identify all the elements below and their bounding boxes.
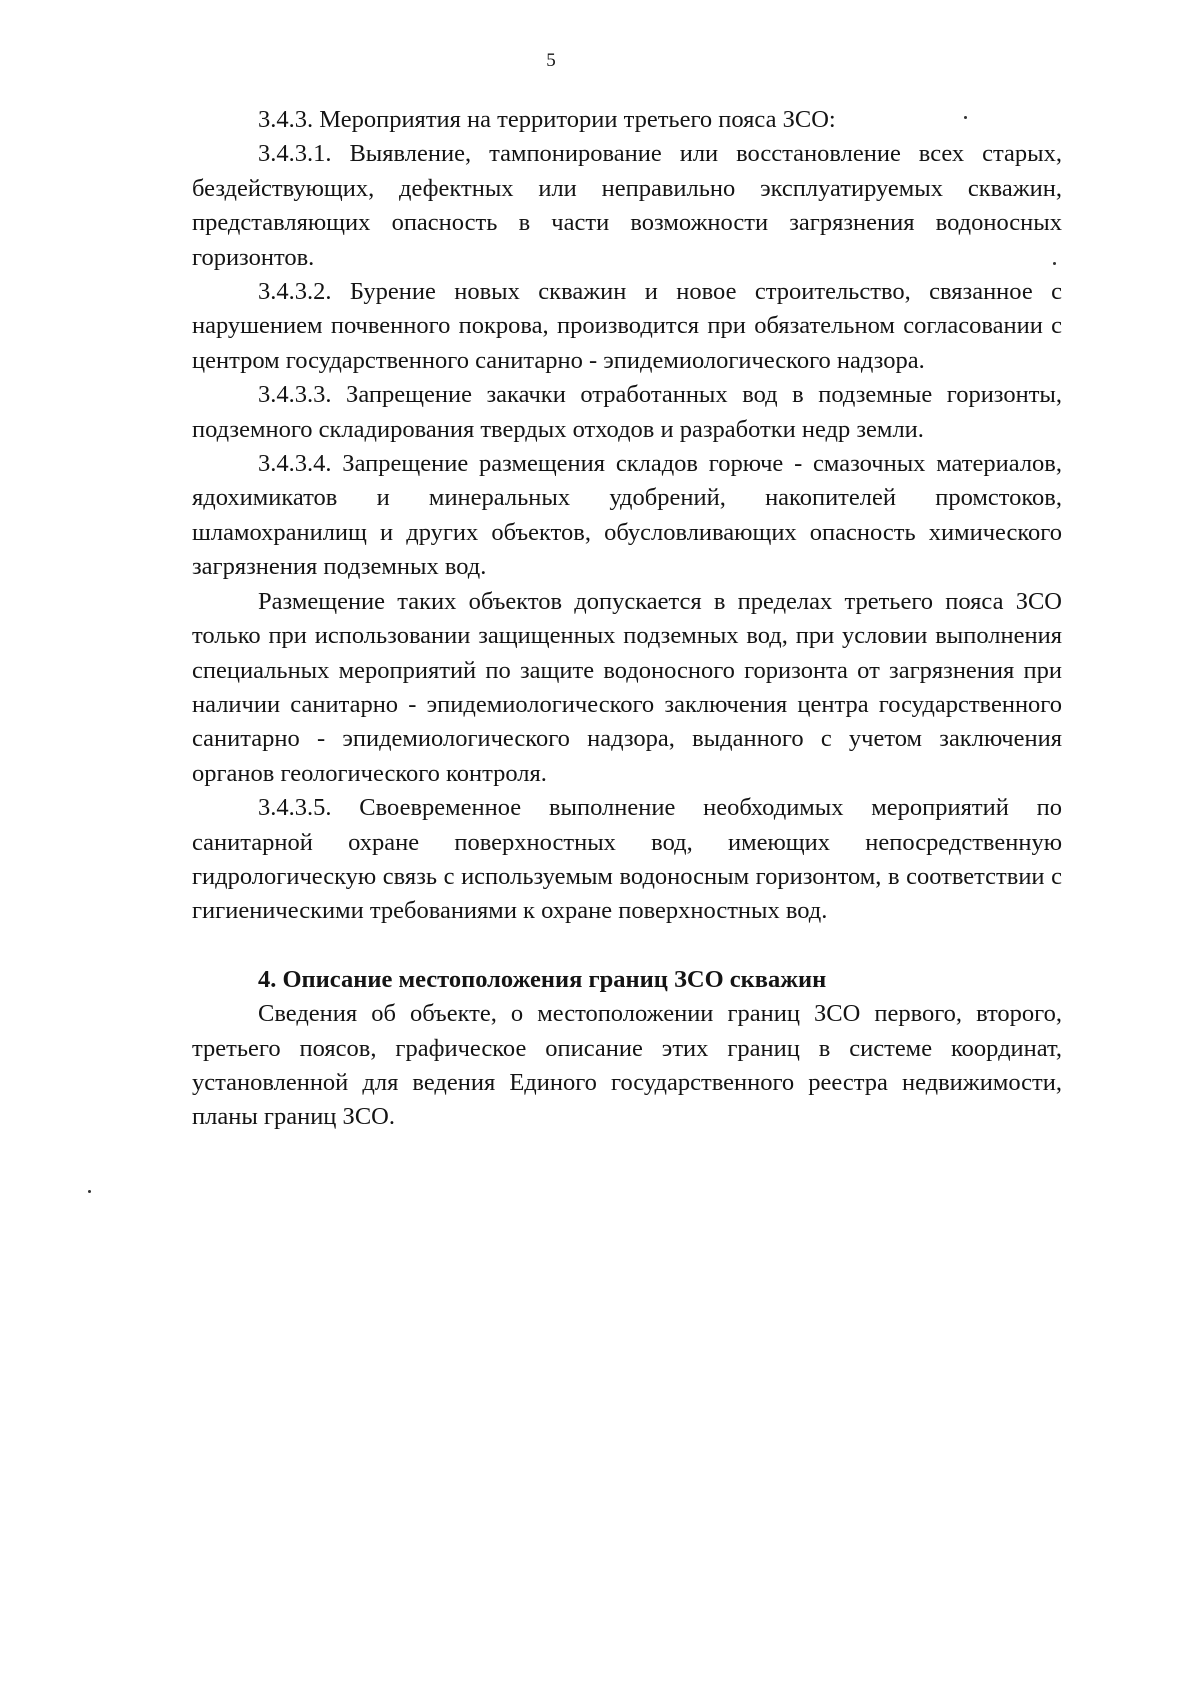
- scan-speck: [964, 116, 967, 119]
- section-4-heading: 4. Описание местоположения границ ЗСО скважин: [258, 965, 827, 993]
- section-4-paragraph: Сведения об объекте, о местоположении границ ЗСО первого, второго, третьего поясов, графическое описание этих границ в системе координат, установленной для ведения Единого государственного реестра недвижимости, планы границ ЗСО.: [192, 1000, 1062, 1131]
- paragraph-3-4-3-1: 3.4.3.1. Выявление, тампонирование или восстановление всех старых, бездействующих, дефектных или неправильно эксплуатируемых скважин, представляющих опасность в части возможности загрязнения водоносных горизонтов.: [192, 140, 1062, 271]
- paragraph-3-4-3-5: 3.4.3.5. Своевременное выполнение необходимых мероприятий по санитарной охране поверхностных вод, имеющих непосредственную гидрологическую связь с используемым водоносным горизонтом, в соответствии с гигиеническими требованиями к охране поверхностных вод.: [192, 794, 1062, 925]
- paragraph-3-4-3-2: 3.4.3.2. Бурение новых скважин и новое строительство, связанное с нарушением почвенного покрова, производится при обязательном согласовании с центром государственного санитарно - эпидемиологического надзора.: [192, 278, 1062, 374]
- paragraph-3-4-3-4: 3.4.3.4. Запрещение размещения складов горюче - смазочных материалов, ядохимикатов и минеральных удобрений, накопителей промстоков, шламохранилищ и других объектов, обусловливающих опасность химического загрязнения подземных вод.: [192, 450, 1062, 581]
- paragraph-3-4-3-3: 3.4.3.3. Запрещение закачки отработанных вод в подземные горизонты, подземного складирования твердых отходов и разработки недр земли.: [192, 381, 1062, 443]
- paragraph-3-4-3: 3.4.3. Мероприятия на территории третьего пояса ЗСО:: [258, 106, 836, 133]
- scan-speck: [1053, 262, 1056, 265]
- page-number: 5: [546, 50, 556, 71]
- document-body: [192, 103, 1062, 1135]
- paragraph-placement-conditions: Размещение таких объектов допускается в пределах третьего пояса ЗСО только при использовании защищенных подземных вод, при условии выполнения специальных мероприятий по защите водоносного горизонта от загрязнения при наличии санитарно - эпидемиологического заключения центра государственного санитарно - эпидемиологического надзора, выданного с учетом заключения органов геологического контроля.: [192, 587, 1062, 787]
- scan-speck: [88, 1190, 91, 1193]
